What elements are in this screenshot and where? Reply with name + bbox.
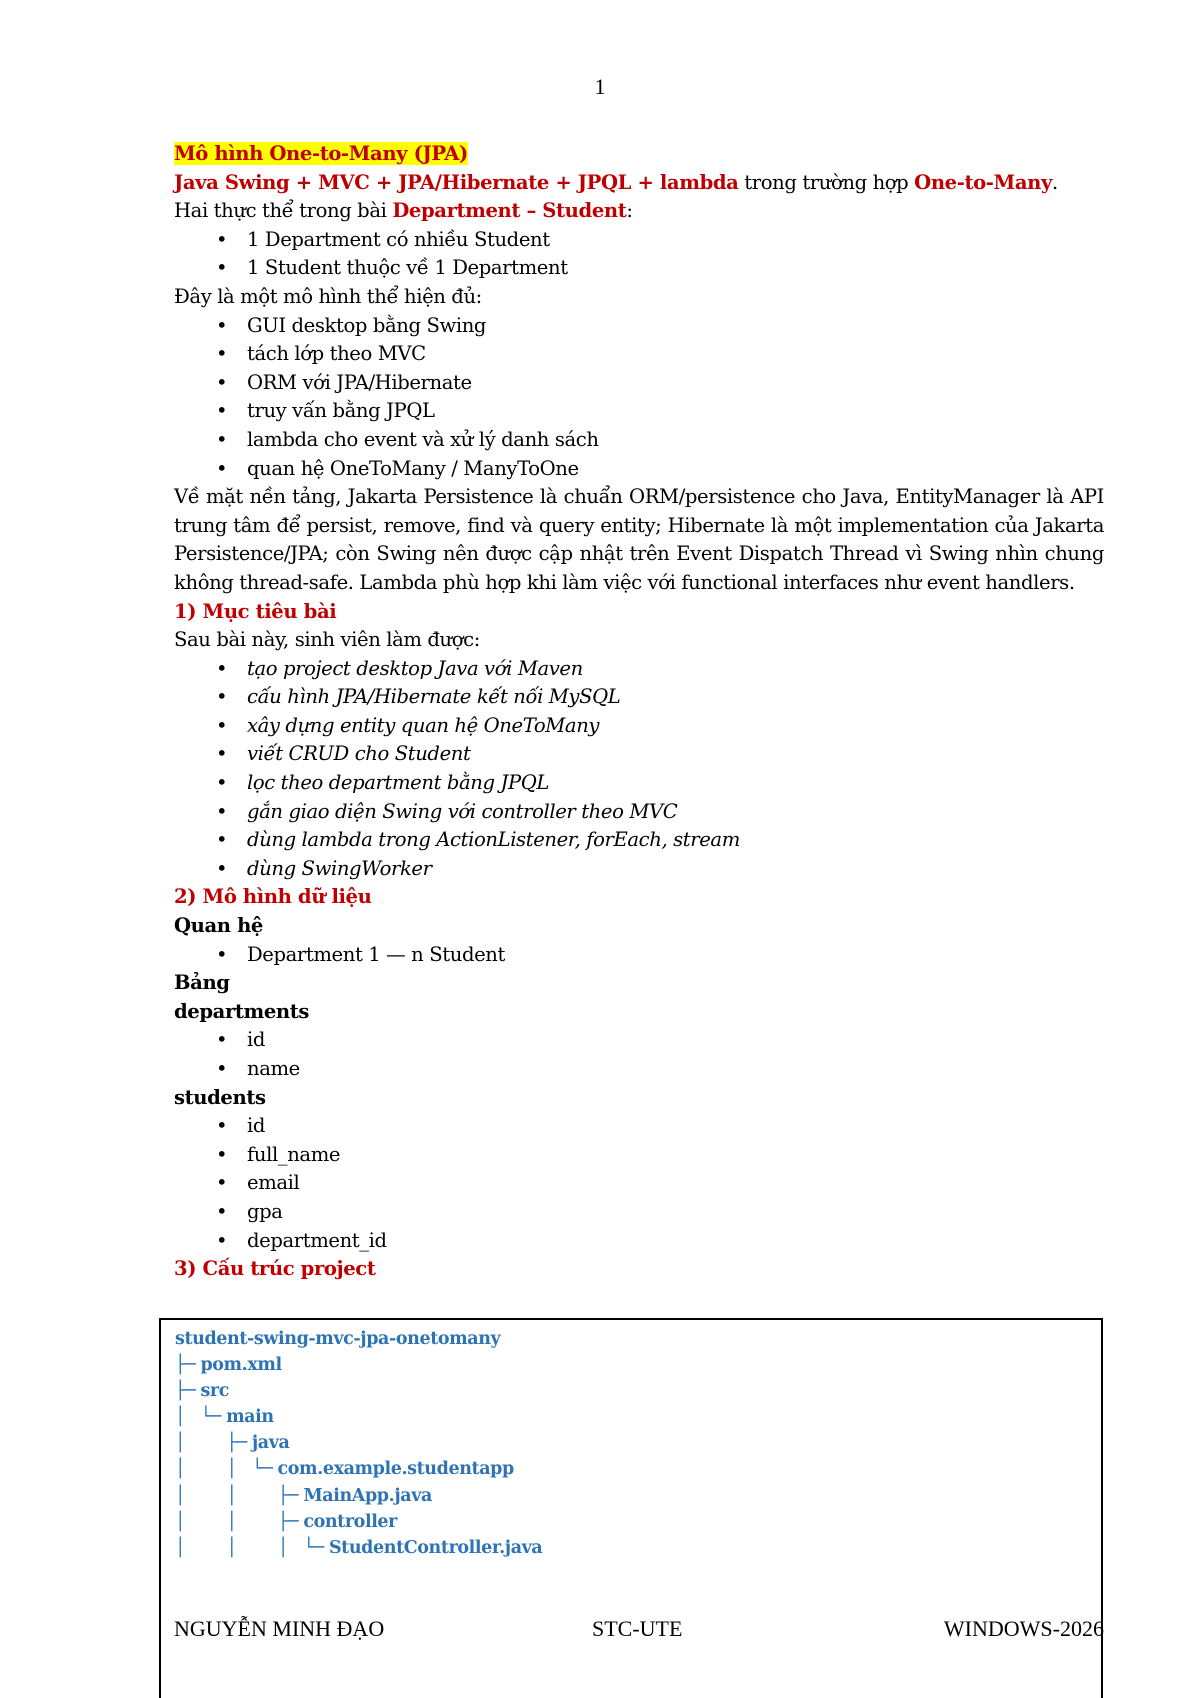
tree-row	[175, 1326, 542, 1352]
tree-prefix: │ │ └─	[175, 1459, 278, 1480]
relation-label: Quan hệ	[174, 914, 263, 938]
list-item: • tạo project desktop Java với Maven	[174, 655, 1104, 684]
intro-suffix: trong trường hợp	[738, 170, 915, 194]
list-item: • id	[174, 1112, 1104, 1141]
section3-heading: 3) Cấu trúc project	[174, 1257, 376, 1281]
tree-row	[175, 1456, 542, 1482]
list-item: • GUI desktop bằng Swing	[174, 312, 1104, 341]
students-label: students	[174, 1085, 266, 1109]
tech-stack: Java Swing + MVC + JPA/Hibernate + JPQL + lambda	[174, 170, 739, 194]
tree-node: java	[251, 1433, 290, 1454]
tree-prefix: ├─	[175, 1355, 201, 1376]
list-item: • full_name	[174, 1141, 1104, 1170]
footer-org: STC-UTE	[592, 1616, 683, 1641]
model-intro: Đây là một mô hình thể hiện đủ:	[174, 284, 482, 308]
platform-paragraph: Về mặt nền tảng, Jakarta Persistence là chuẩn ORM/persistence cho Java, EntityManager là API trung tâm để persist, remove, find và query entity; Hibernate là một implementation của Jakarta Persistence/JPA; còn Swing nên được cập nhật trên Event Dispatch Thread vì Swing nhìn chung không thread-safe. Lambda phù hợp khi làm việc với functional interfaces như event handlers.	[174, 485, 1104, 594]
entities-line	[174, 197, 1104, 226]
list-item: • name	[174, 1055, 1104, 1084]
list-item: • lọc theo department bằng JPQL	[174, 769, 1104, 798]
list-item: • gpa	[174, 1198, 1104, 1227]
objectives-list	[174, 655, 1104, 884]
page-footer	[174, 1616, 1104, 1646]
list-item: • cấu hình JPA/Hibernate kết nối MySQL	[174, 683, 1104, 712]
footer-term: WINDOWS-2026	[943, 1616, 1104, 1641]
list-item: • email	[174, 1169, 1104, 1198]
title-text: Mô hình One-to-Many (JPA)	[174, 142, 468, 165]
tree-node: pom.xml	[200, 1355, 282, 1376]
list-item: • 1 Department có nhiều Student	[174, 226, 1104, 255]
intro-line	[174, 169, 1104, 198]
tree-prefix: │ ├─	[175, 1433, 252, 1454]
list-item: • id	[174, 1026, 1104, 1055]
page-number: 1	[594, 74, 606, 99]
list-item: • viết CRUD cho Student	[174, 740, 1104, 769]
tree-prefix: ├─	[175, 1381, 201, 1402]
entities-suffix: :	[626, 199, 633, 223]
tree-prefix: │ │ ├─	[175, 1485, 304, 1506]
tree-node: StudentController.java	[328, 1537, 543, 1558]
footer-author: NGUYỄN MINH ĐẠO	[174, 1616, 385, 1641]
tree-row	[175, 1535, 542, 1561]
list-item: • truy vấn bằng JPQL	[174, 397, 1104, 426]
tree-node: main	[226, 1407, 274, 1428]
list-item: • Department 1 — n Student	[174, 941, 1104, 970]
list-item: • quan hệ OneToMany / ManyToOne	[174, 455, 1104, 484]
tree-prefix: │ └─	[175, 1407, 227, 1428]
tree-row	[175, 1404, 542, 1430]
tree-node: student-swing-mvc-jpa-onetomany	[175, 1329, 501, 1349]
document-body	[174, 140, 1104, 1284]
list-item: • dùng lambda trong ActionListener, forEach, stream	[174, 826, 1104, 855]
project-tree	[175, 1326, 542, 1561]
case-name: One-to-Many	[914, 170, 1052, 194]
tree-prefix: │ │ ├─	[175, 1511, 304, 1532]
list-item: • ORM với JPA/Hibernate	[174, 369, 1104, 398]
departments-fields	[174, 1026, 1104, 1083]
tree-node: MainApp.java	[303, 1485, 432, 1506]
entities-prefix: Hai thực thể trong bài	[174, 199, 393, 223]
list-item: • department_id	[174, 1227, 1104, 1256]
list-item: • gắn giao diện Swing với controller theo MVC	[174, 798, 1104, 827]
departments-label: departments	[174, 999, 310, 1023]
tree-node: src	[200, 1381, 229, 1402]
document-title	[174, 140, 1104, 169]
tree-row	[175, 1352, 542, 1378]
list-item: • tách lớp theo MVC	[174, 340, 1104, 369]
table-label: Bảng	[174, 971, 230, 995]
tree-node: controller	[303, 1511, 397, 1532]
relation-list	[174, 941, 1104, 970]
relations-list	[174, 226, 1104, 283]
section2-heading: 2) Mô hình dữ liệu	[174, 885, 372, 909]
list-item: • xây dựng entity quan hệ OneToMany	[174, 712, 1104, 741]
tree-row	[175, 1509, 542, 1535]
list-item: • lambda cho event và xử lý danh sách	[174, 426, 1104, 455]
tree-row	[175, 1378, 542, 1404]
section1-intro: Sau bài này, sinh viên làm được:	[174, 628, 480, 652]
tree-row	[175, 1430, 542, 1456]
entities-names: Department – Student	[392, 199, 627, 223]
tree-node: com.example.studentapp	[277, 1459, 514, 1480]
list-item: • dùng SwingWorker	[174, 855, 1104, 884]
students-fields	[174, 1112, 1104, 1255]
section1-heading: 1) Mục tiêu bài	[174, 599, 337, 623]
list-item: • 1 Student thuộc về 1 Department	[174, 254, 1104, 283]
tree-row	[175, 1483, 542, 1509]
tree-prefix: │ │ │ └─	[175, 1537, 329, 1558]
model-points-list	[174, 312, 1104, 484]
intro-dot: .	[1051, 170, 1058, 194]
